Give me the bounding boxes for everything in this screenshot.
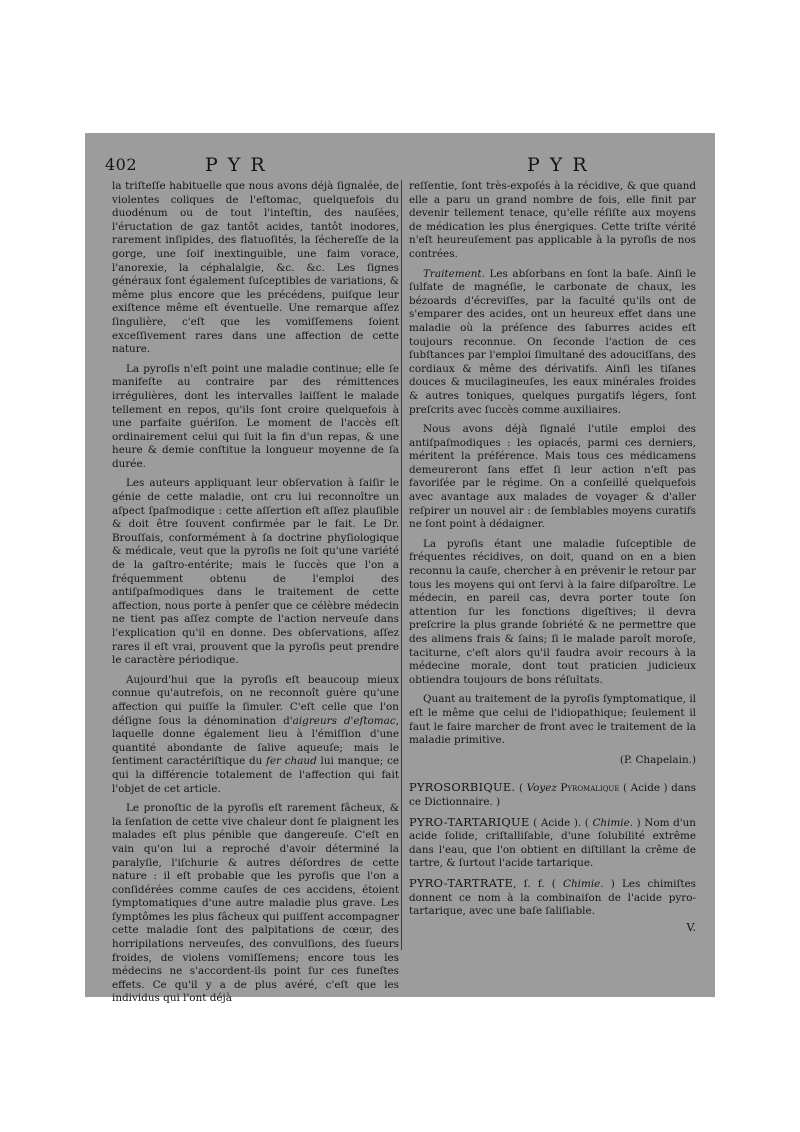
entry-headword: PYRO-TARTRATE: [409, 875, 514, 890]
paragraph: [409, 268, 696, 418]
dictionary-entry: [409, 877, 696, 919]
paragraph: La pyroſis étant une maladie ſuſceptible de fréquentes récidives, on doit, quand on en a bien reconnu la cauſe, chercher à en prévenir le retour par tous les moyens qui ont ſervi à la faire diſparoître. Le médecin, en pareil cas, devra porter toute ſon attention ſur les fonctions digeſtives; il devra preſcrire la plus grande ſobriété & ne permettre que des alimens frais & ſains; ſi le malade paroît moroſe, taciturne, c'eſt alors qu'il faudra avoir recours à la médecine morale, dont tout praticien judicieux obtiendra toujours de bons réſultats.: [409, 537, 696, 686]
text-run: Aujourd'hui que la pyroſis eſt beaucoup mieux connue qu'autrefois, on ne reconnoît guère qu'une affection qui puiſſe la ſimuler. C'eſt celle que l'on déſigne ſous la dénomination d': [112, 673, 399, 727]
italic-term: Voyez: [526, 782, 557, 795]
text-run: ( Acide ) dans ce Dictionnaire. ): [409, 782, 697, 808]
entry-headword: PYRO-TARTARIQUE: [409, 814, 530, 829]
text-run: lui manque; ce qui la différencie totalement de l'affection qui fait l'objet de cet article.: [112, 755, 399, 795]
catchword: V.: [686, 920, 696, 934]
column-divider: [401, 180, 402, 950]
text-run: Les abſorbans en ſont la baſe. Ainſi le ſulfate de magnéſie, le carbonate de chaux, les bézoards d'écreviſſes, par la faculté qu'ils ont de s'emparer des acides, ont un heureux effet dans une maladie où la préſence des ſaburres acides eſt toujours reconnue. On ſeconde l'action de ces ſubſtances par l'emploi ſimultané des adouciſſans, des cordiaux & même des dérivatifs. Ainſi les tiſanes douces & mucilagineuſes, les eaux minérales froides & autres toniques, quelques purgatifs légers, ſont preſcrits avec ſuccès comme auxiliaires.: [409, 267, 696, 416]
text-run: ) Les chimiſtes donnent ce nom à la combinaiſon de l'acide pyro-tartarique, avec une baſe ſaliſiable.: [409, 877, 697, 918]
cross-reference: Pyromalique: [556, 782, 620, 795]
italic-term: aigreurs d'eſtomac: [292, 714, 396, 727]
text-run: ( Acide ). (: [529, 816, 593, 829]
book-page: [85, 133, 715, 1005]
text-run: (: [515, 782, 527, 795]
paragraph: Quant au traitement de la pyroſis ſymptomatique, il eſt le même que celui de l'idiopathique; ſeulement il faut le faire marcher de front avec le traitement de la maladie primitive.: [409, 693, 696, 747]
paragraph: Le pronoſtic de la pyroſis eſt rarement fâcheux, & la ſenſation de cette vive chaleur dont ſe plaignent les malades eſt plus pénible que dangereuſe. C'eſt en vain qu'on lui a reproché d'avoir déterminé la paralyſie, l'iſchurie & autres déſordres de cette nature : il eſt probable que les pyroſis que l'on a conſidérées comme cauſes de ces accidens, étoient ſymptomatiques d'une autre maladie plus grave. Les ſymptômes les plus fâcheux qui puiſſent accompagner cette maladie ſont des palpitations de cœur, des horripilations nerveuſes, des convulſions, des ſueurs froides, de violens vomiſſemens; encore tous les médecins ne s'accordent-ils point ſur ces funeſtes effets. Ce qu'il y a de plus avéré, c'eſt que les individus qui l'ont déjà: [112, 802, 399, 1005]
section-heading: Traitement.: [423, 267, 485, 280]
dictionary-entry: [409, 781, 696, 809]
italic-term: Chimie.: [563, 877, 604, 890]
italic-term: Chimie.: [592, 816, 634, 829]
author-signature: (P. Chapelain.): [619, 753, 696, 766]
paragraph: reſſentie, ſont très-expoſés à la récidive, & que quand elle a paru un grand nombre de fois, elle finit par devenir tellement tenace, qu'elle réſiſte aux moyens de médication les plus énergiques. Cette triſte vérité n'eſt heureuſement pas applicable à la pyroſis de nos contrées.: [409, 180, 696, 260]
paragraph: la triſteſſe habituelle que nous avons déjà ſignalée, de violentes coliques de l'eſtomac, quelquefois du duodénum ou de tout l'inteſtin, des nauſées, l'éructation de gaz tantôt acides, tantôt inodores, rarement inſipides, des flatuoſités, la ſéchereſſe de la gorge, une ſoif inextinguible, une faim vorace, l'anorexie, la céphalalgie, &c. &c. Les ſignes généraux ſont également ſuſceptibles de variations, & même plus encore que les précédens, puiſque leur exiſtence même eſt éventuelle. Une remarque aſſez ſingulière, c'eſt que les vomiſſemens ſoient exceſſivement rares dans une affection de cette nature.: [112, 180, 399, 356]
running-head-left: PYR: [205, 154, 275, 176]
paragraph: Nous avons déjà ſignalé l'utile emploi des antiſpaſmodiques : les opiacés, parmi ces derniers, méritent la préférence. Mais tous ces médicamens demeureront ſans effet ſi leur action n'eſt pas favoriſée par le régime. On a conſeillé quelquefois avec avantage aux malades de voyager & d'aller reſpirer un nouvel air : de ſemblables moyens curatifs ne ſont point à dédaigner.: [409, 423, 696, 531]
running-head-right: PYR: [527, 154, 597, 176]
paragraph: La pyroſis n'eſt point une maladie continue; elle ſe manifeſte au contraire par des rémittences irrégulières, dont les intervalles laiſſent le malade tellement en repos, qu'ils ſont croire quelquefois à une parfaite guériſon. Le moment de l'accès eſt ordinairement celui qui ſuit la fin d'un repas, & une heure & demie conſtitue la longueur moyenne de ſa durée.: [112, 362, 399, 470]
entry-headword: PYROSORBIQUE.: [409, 780, 516, 795]
text-run: ) Nom d'un acide ſolide, criſtalliſable, d'une ſolubilité extrême dans l'eau, que l'on obtient en diſtillant la crême de tartre, & ſurtout l'acide tartarique.: [409, 816, 696, 870]
text-run: , ſ. f. (: [513, 877, 564, 890]
paragraph: [112, 674, 399, 796]
italic-term: fer chaud: [266, 755, 317, 768]
left-column: [112, 180, 399, 1012]
dictionary-entry: [409, 816, 696, 871]
right-column: [409, 180, 696, 934]
page-header: [105, 155, 695, 177]
text-run: , laquelle donne également lieu à l'émiſſion d'une quantité abondante de ſalive aqueuſe; mais le ſentiment caractériſtique du: [112, 714, 399, 768]
page-number: 402: [105, 155, 138, 174]
paragraph: Les auteurs appliquant leur obſervation à ſaiſir le génie de cette maladie, ont cru lui reconnoître un aſpect ſpaſmodique : cette aſſertion eſt aſſez plauſible & doit être ſouvent confirmée par le fait. Le Dr. Brouſſais, conformément à ſa doctrine phyſiologique & médicale, veut que la pyroſis ne ſoit qu'une variété de la gaſtro-entérite; mais le ſuccès que l'on a fréquemment obtenu de l'emploi des antiſpaſmodiques dans le traitement de cette affection, nous porte à penſer que ce célèbre médecin ne tient pas aſſez compte de l'action nerveuſe dans l'explication qu'il en donne. Des obſervations, aſſez rares il eſt vrai, prouvent que la pyroſis peut prendre le caractère périodique.: [112, 477, 399, 667]
